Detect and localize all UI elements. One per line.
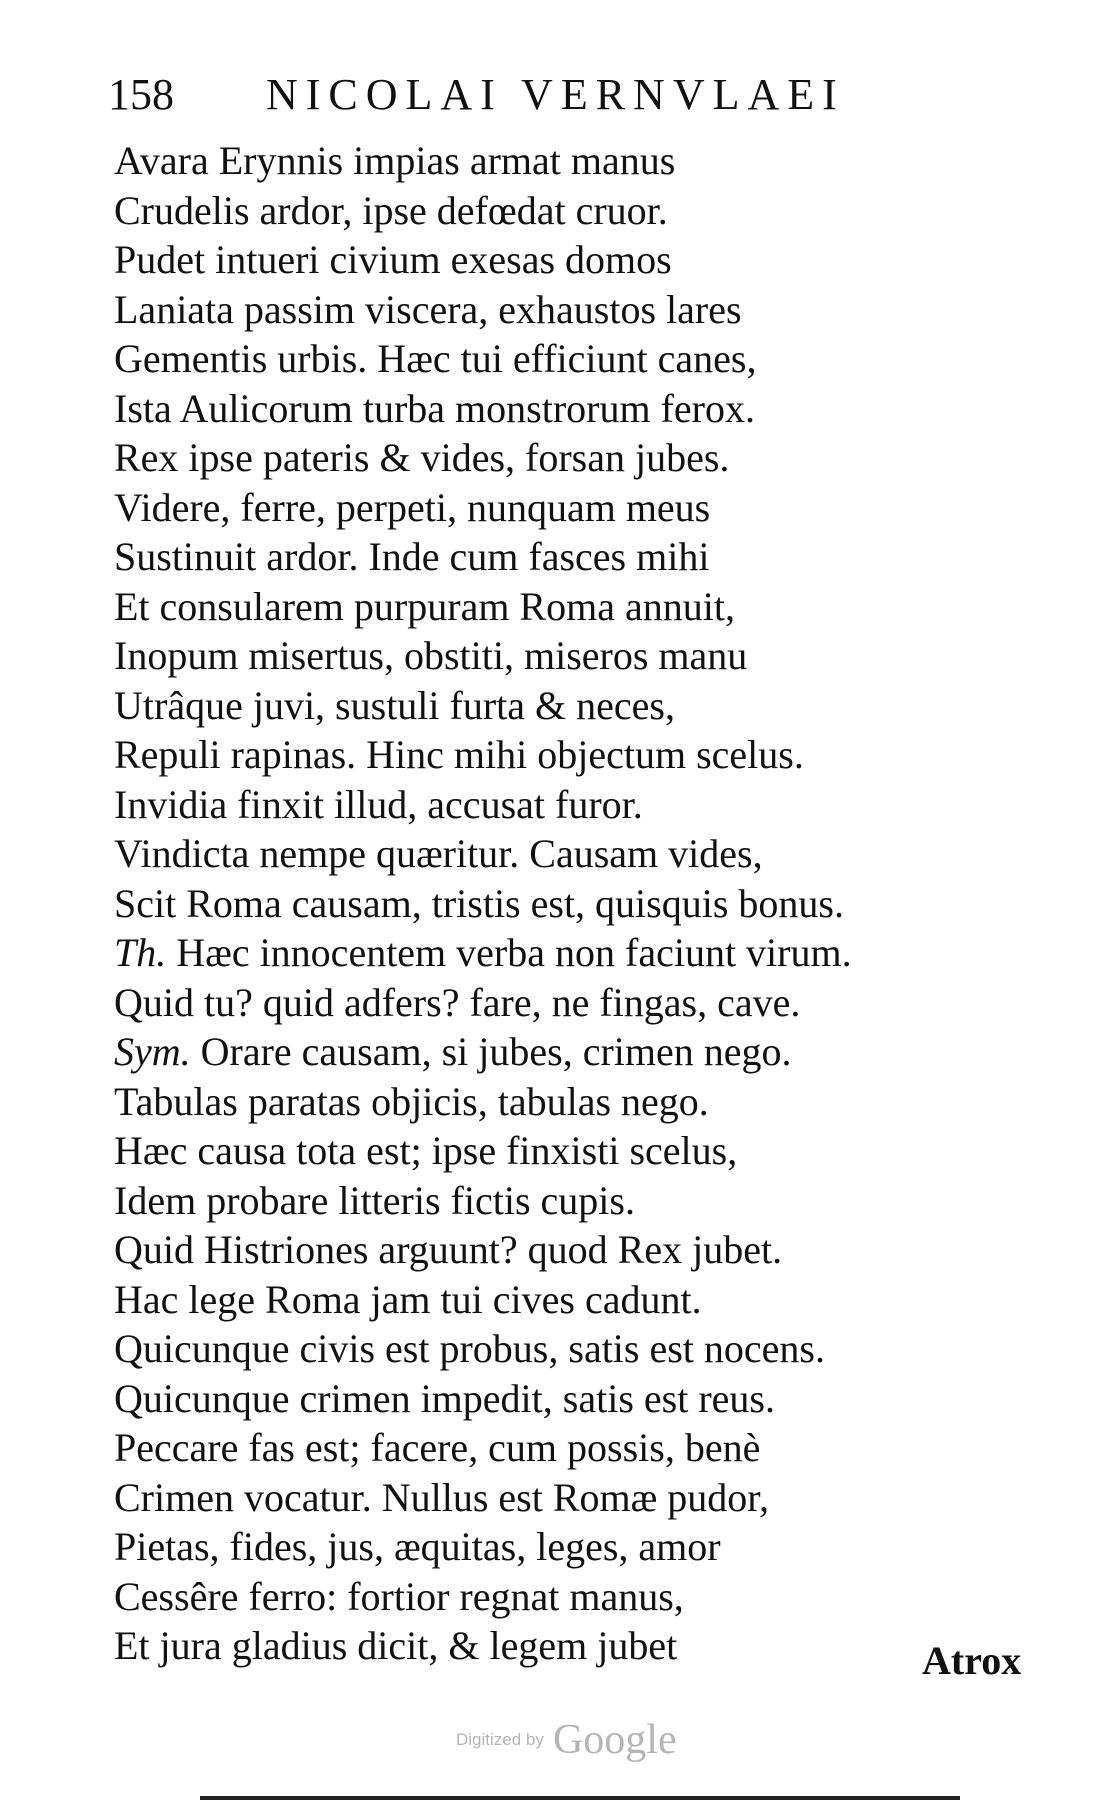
verse-line [114, 1423, 934, 1473]
verse-line [114, 631, 934, 681]
page-edge-rule [200, 1796, 960, 1800]
verse-text-line: Orare causam, si jubes, crimen nego. [200, 1029, 792, 1074]
verse-line [114, 285, 934, 335]
verse-line [114, 928, 934, 978]
verse-line [114, 186, 934, 236]
verse-text-line: Ista Aulicorum turba monstrorum ferox. [114, 385, 755, 431]
verse-line [114, 1176, 934, 1226]
verse-line [114, 1077, 934, 1127]
verse-line [114, 1572, 934, 1622]
verse-text-line: Et consularem purpuram Roma annuit, [114, 583, 735, 629]
verse-text-line: Hæc innocentem verba non faciunt virum. [176, 930, 852, 975]
verse-text-line: Inopum misertus, obstiti, miseros manu [114, 633, 748, 678]
verse-line [114, 1027, 934, 1077]
verse-line [114, 235, 934, 285]
page-number: 158 [108, 70, 174, 119]
verse-text-line: Cessêre ferro: fortior regnat manus, [114, 1573, 684, 1619]
verse-line [114, 681, 934, 731]
verse-line [114, 532, 934, 582]
verse-text-line: Invidia finxit illud, accusat furor. [114, 781, 643, 827]
verse-line [114, 1473, 934, 1523]
digitization-watermark [456, 1716, 756, 1766]
verse-line [114, 582, 934, 632]
verse-line [114, 1374, 934, 1424]
verse-line [114, 1522, 934, 1572]
verse-text-line: Quid tu? quid adfers? fare, ne fingas, cave. [114, 979, 801, 1025]
verse-text-line: Pudet intueri civium exesas domos [114, 237, 672, 282]
verse-text-line: Sustinuit ardor. Inde cum fasces mihi [114, 534, 710, 579]
watermark-prefix: Digitized by [456, 1730, 544, 1749]
verse-text-line: Utrâque juvi, sustuli furta & neces, [114, 682, 675, 728]
verse-text-line: Rex ipse pateris & vides, forsan jubes. [114, 435, 730, 480]
verse-text-line: Crudelis ardor, ipse defœdat cruor. [114, 187, 668, 233]
verse-line [114, 334, 934, 384]
verse-text-line: Et jura gladius dicit, & legem jubet [114, 1623, 678, 1668]
verse-text-line: Hæc causa tota est; ipse finxisti scelus, [114, 1128, 738, 1173]
verse-line [114, 1225, 934, 1275]
verse-text-line: Gementis urbis. Hæc tui efficiunt canes, [114, 336, 757, 381]
verse-text-line: Pietas, fides, jus, æquitas, leges, amor [114, 1524, 721, 1569]
page-header [108, 60, 888, 130]
verse-line [114, 879, 934, 929]
catchword: Atrox [922, 1638, 1022, 1683]
verse-text-line: Peccare fas est; facere, cum possis, benè [114, 1425, 761, 1470]
verse-text-line: Tabulas paratas objicis, tabulas nego. [114, 1078, 709, 1124]
verse-line [114, 829, 934, 879]
verse-text-line: Scit Roma causam, tristis est, quisquis bonus. [114, 880, 844, 926]
google-logo: Google [552, 1717, 677, 1763]
verse-text-line: Avara Erynnis impias armat manus [114, 138, 676, 183]
verse-text-line: Repuli rapinas. Hinc mihi objectum scelus. [114, 732, 804, 777]
verse-line [114, 1126, 934, 1176]
speaker-label: Th. [114, 930, 167, 975]
verse-text-line: Hac lege Roma jam tui cives cadunt. [114, 1276, 702, 1322]
running-title: NICOLAI VERNVLAEI [266, 70, 845, 119]
verse-line [114, 1324, 934, 1374]
verse-text-line: Quicunque crimen impedit, satis est reus. [114, 1375, 775, 1421]
speaker-label: Sym. [114, 1029, 191, 1074]
verse-text-line: Quid Histriones arguunt? quod Rex jubet. [114, 1227, 783, 1272]
verse-line [114, 433, 934, 483]
verse-text-line: Laniata passim viscera, exhaustos lares [114, 286, 742, 332]
verse-text-line: Quicunque civis est probus, satis est nocens. [114, 1326, 825, 1371]
verse-text-line: Videre, ferre, perpeti, nunquam meus [114, 484, 711, 530]
verse-line [114, 483, 934, 533]
verse-line [114, 780, 934, 830]
verse-text [114, 136, 934, 1671]
verse-text-line: Crimen vocatur. Nullus est Romæ pudor, [114, 1474, 770, 1520]
verse-text-line: Vindicta nempe quæritur. Causam vides, [114, 831, 763, 876]
verse-line [114, 730, 934, 780]
verse-line [114, 1621, 934, 1671]
verse-line [114, 136, 934, 186]
verse-text-line: Idem probare litteris fictis cupis. [114, 1177, 635, 1223]
verse-line [114, 1275, 934, 1325]
verse-line [114, 978, 934, 1028]
verse-line [114, 384, 934, 434]
